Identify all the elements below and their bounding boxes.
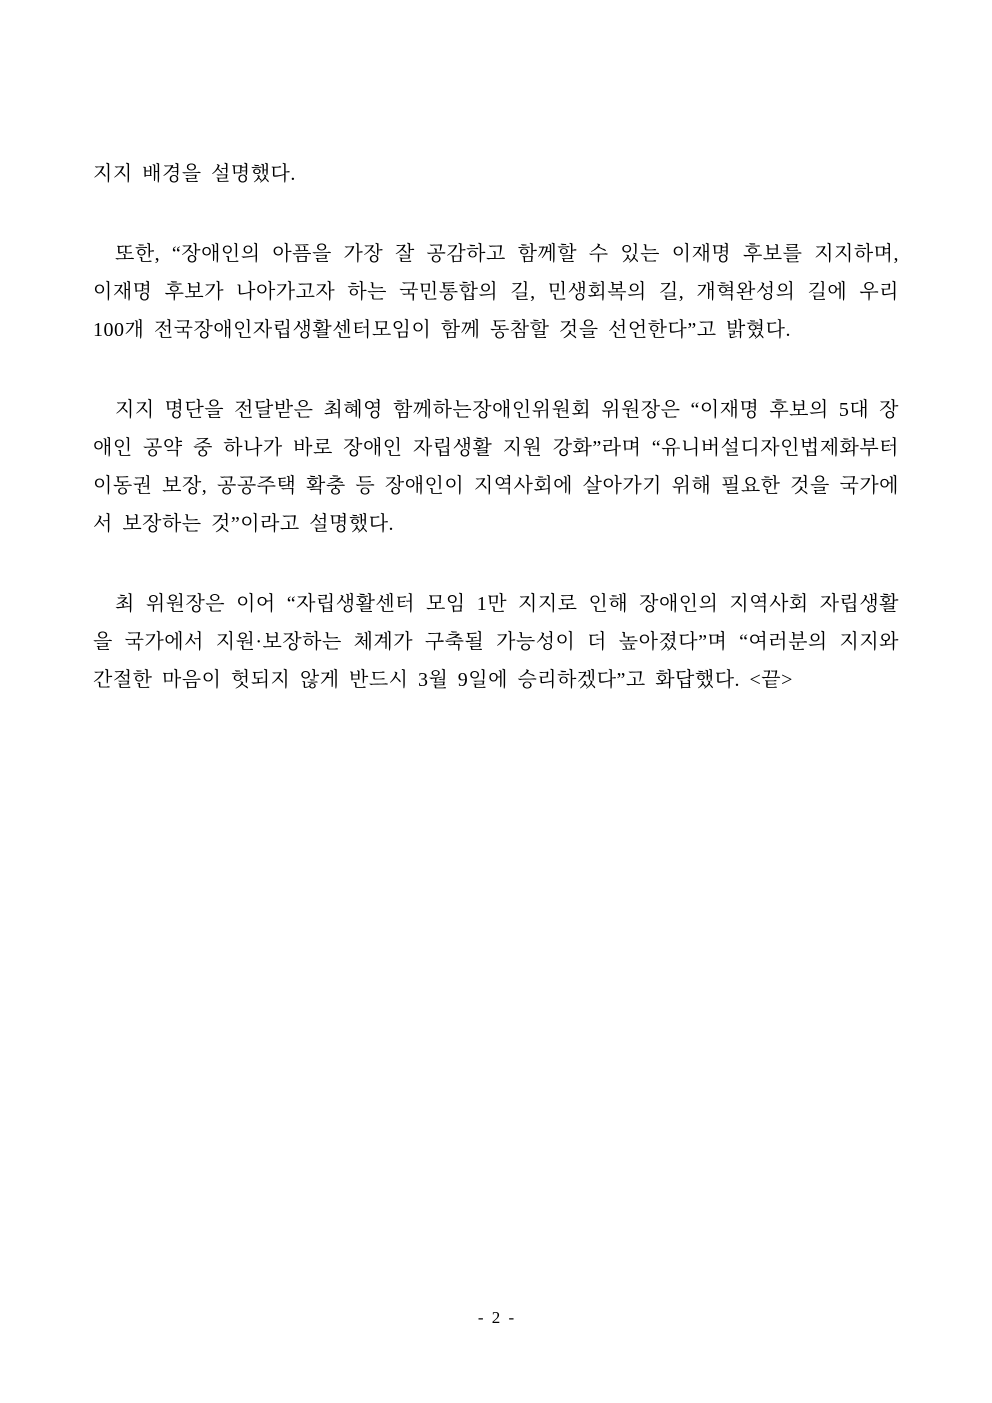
body-line: 최 위원장은 이어 “자립생활센터 모임 1만 지지로 인해 장애인의 지역사회 자립생활 — [115, 593, 899, 615]
body-line: 이재명 후보가 나아가고자 하는 국민통합의 길, 민생회복의 길, 개혁완성의 길에 우리 — [93, 281, 899, 303]
paragraph — [93, 155, 899, 193]
paragraph — [93, 585, 899, 699]
body-line: 100개 전국장애인자립생활센터모임이 함께 동참할 것을 선언한다”고 밝혔다. — [93, 319, 791, 341]
paragraph — [93, 235, 899, 349]
body-line: 서 보장하는 것”이라고 설명했다. — [93, 513, 395, 535]
body-line: 이동권 보장, 공공주택 확충 등 장애인이 지역사회에 살아가기 위해 필요한 것을 국가에 — [93, 475, 899, 497]
body-line: 을 국가에서 지원·보장하는 체계가 구축될 가능성이 더 높아졌다”며 “여러분의 지지와 — [93, 631, 899, 653]
body-line: 지지 배경을 설명했다. — [93, 163, 296, 185]
paragraph — [93, 391, 899, 543]
document-body — [93, 155, 899, 741]
body-line: 또한, “장애인의 아픔을 가장 잘 공감하고 함께할 수 있는 이재명 후보를 지지하며, — [115, 243, 899, 265]
body-line: 지지 명단을 전달받은 최혜영 함께하는장애인위원회 위원장은 “이재명 후보의 5대 장 — [115, 399, 899, 421]
body-line: 간절한 마음이 헛되지 않게 반드시 3월 9일에 승리하겠다”고 화답했다. <끝> — [93, 669, 793, 691]
page-number: - 2 - — [477, 1308, 515, 1327]
body-line: 애인 공약 중 하나가 바로 장애인 자립생활 지원 강화”라며 “유니버설디자인법제화부터 — [93, 437, 899, 459]
